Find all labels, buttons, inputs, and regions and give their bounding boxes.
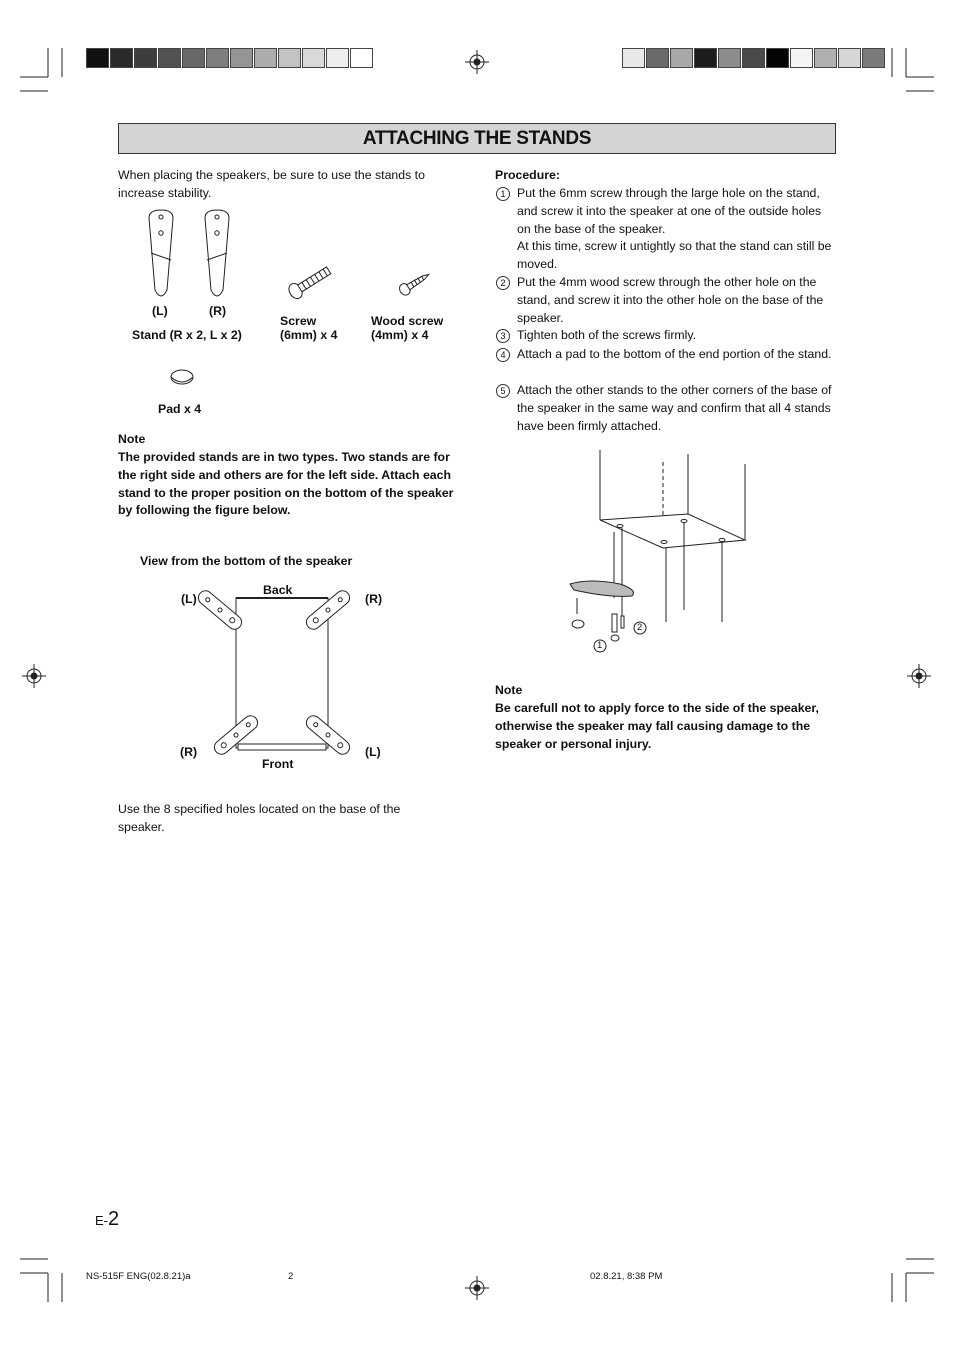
diagram-label-1: 1	[597, 640, 603, 651]
color-swatch	[254, 48, 277, 68]
view-label-back: Back	[263, 583, 293, 597]
assembly-diagram	[560, 450, 760, 650]
note-body-left: The provided stands are in two types. Two stands are for the right side and others are for the left side. Attach each stand to the proper position on the bottom of the speaker by following the figure below.	[118, 450, 454, 518]
note-heading-right: Note	[495, 683, 523, 697]
color-swatch	[742, 48, 765, 68]
step-number-4: 4	[496, 348, 510, 362]
screw-label-line2: (6mm) x 4	[280, 328, 338, 342]
color-swatch	[646, 48, 669, 68]
screw-label-line1: Screw	[280, 314, 317, 328]
stand-top-left	[196, 588, 245, 632]
step-number-2: 2	[496, 276, 510, 290]
color-swatch	[182, 48, 205, 68]
pad-label: Pad x 4	[158, 402, 202, 416]
bottom-view-heading: View from the bottom of the speaker	[140, 554, 353, 568]
stand-left-label: (L)	[152, 304, 168, 318]
color-swatch	[206, 48, 229, 68]
wood-screw-label-line1: Wood screw	[371, 314, 444, 328]
bottom-view-diagram	[200, 582, 383, 762]
step-1-text: Put the 6mm screw through the large hole on the stand, and screw it into the speaker at one of the outside holes on the base of the speaker.	[517, 186, 822, 236]
color-swatch	[158, 48, 181, 68]
registration-mark-right	[907, 664, 931, 688]
step-5-text: Attach the other stands to the other corners of the base of the speaker in the same way and confirm that all 4 stands have been firmly attached.	[517, 383, 832, 433]
procedure-step-5	[495, 382, 835, 435]
color-swatch	[230, 48, 253, 68]
registration-mark-left	[22, 664, 46, 688]
color-swatch	[134, 48, 157, 68]
color-swatch	[350, 48, 373, 68]
color-swatch	[814, 48, 837, 68]
color-swatch	[862, 48, 885, 68]
stand-right-drawing	[205, 210, 229, 296]
diagram-label-2: 2	[637, 622, 643, 633]
color-swatch	[110, 48, 133, 68]
page-prefix: E-	[95, 1213, 108, 1228]
step-3-text: Tighten both of the screws firmly.	[517, 328, 697, 342]
intro-text: When placing the speakers, be sure to use the stands to increase stability.	[118, 168, 425, 200]
procedure-heading: Procedure:	[495, 168, 560, 182]
stand-parts-illustration	[145, 208, 245, 308]
view-label-top-left: (L)	[181, 592, 197, 606]
wood-screw-4mm-icon	[395, 268, 435, 298]
step-2-text: Put the 4mm wood screw through the other hole on the stand, and screw it into the other hole on the base of the speaker.	[517, 275, 824, 325]
note-heading-left: Note	[118, 432, 146, 446]
view-label-top-right: (R)	[365, 592, 383, 606]
view-label-bottom-left: (R)	[180, 745, 198, 759]
holes-instruction: Use the 8 specified holes located on the base of the speaker.	[118, 802, 401, 834]
registration-mark-top	[465, 50, 489, 74]
registration-mark-bottom	[465, 1276, 489, 1300]
color-swatch	[838, 48, 861, 68]
stand-left-drawing	[149, 210, 173, 296]
color-swatch	[302, 48, 325, 68]
note-body-right: Be carefull not to apply force to the side of the speaker, otherwise the speaker may fall causing damage to the speaker or personal injury.	[495, 701, 819, 751]
step-number-1: 1	[496, 187, 510, 201]
step-number-5: 5	[496, 384, 510, 398]
stand-caption: Stand (R x 2, L x 2)	[132, 328, 242, 342]
procedure-step-3	[495, 327, 835, 345]
color-swatch	[718, 48, 741, 68]
step-4-text: Attach a pad to the bottom of the end portion of the stand.	[517, 347, 832, 361]
view-label-front: Front	[262, 757, 294, 771]
footer-center-number: 2	[288, 1271, 294, 1282]
print-timestamp: 02.8.21, 8:38 PM	[590, 1271, 663, 1282]
color-swatch	[670, 48, 693, 68]
procedure-step-2	[495, 274, 835, 327]
color-calibration-bar-right	[622, 48, 886, 68]
procedure-step-4	[495, 346, 835, 364]
section-title-box	[118, 123, 836, 154]
screw-6mm-icon	[285, 262, 335, 302]
color-calibration-bar-left	[86, 48, 374, 68]
section-title: ATTACHING THE STANDS	[362, 128, 592, 149]
stand-right-label: (R)	[209, 304, 227, 318]
color-swatch	[622, 48, 645, 68]
color-swatch	[694, 48, 717, 68]
wood-screw-label-line2: (4mm) x 4	[371, 328, 429, 342]
step-number-3: 3	[496, 329, 510, 343]
page-number-value: 2	[108, 1208, 120, 1230]
pad-icon	[169, 367, 199, 387]
color-swatch	[86, 48, 109, 68]
view-label-bottom-right: (L)	[365, 745, 381, 759]
page-number	[95, 1208, 119, 1231]
step-1-extra: At this time, screw it untightly so that the stand can still be moved.	[517, 239, 832, 272]
color-swatch	[790, 48, 813, 68]
file-id: NS-515F ENG(02.8.21)a	[86, 1271, 191, 1282]
color-swatch	[766, 48, 789, 68]
color-swatch	[278, 48, 301, 68]
color-swatch	[326, 48, 349, 68]
procedure-step-1	[495, 185, 835, 274]
